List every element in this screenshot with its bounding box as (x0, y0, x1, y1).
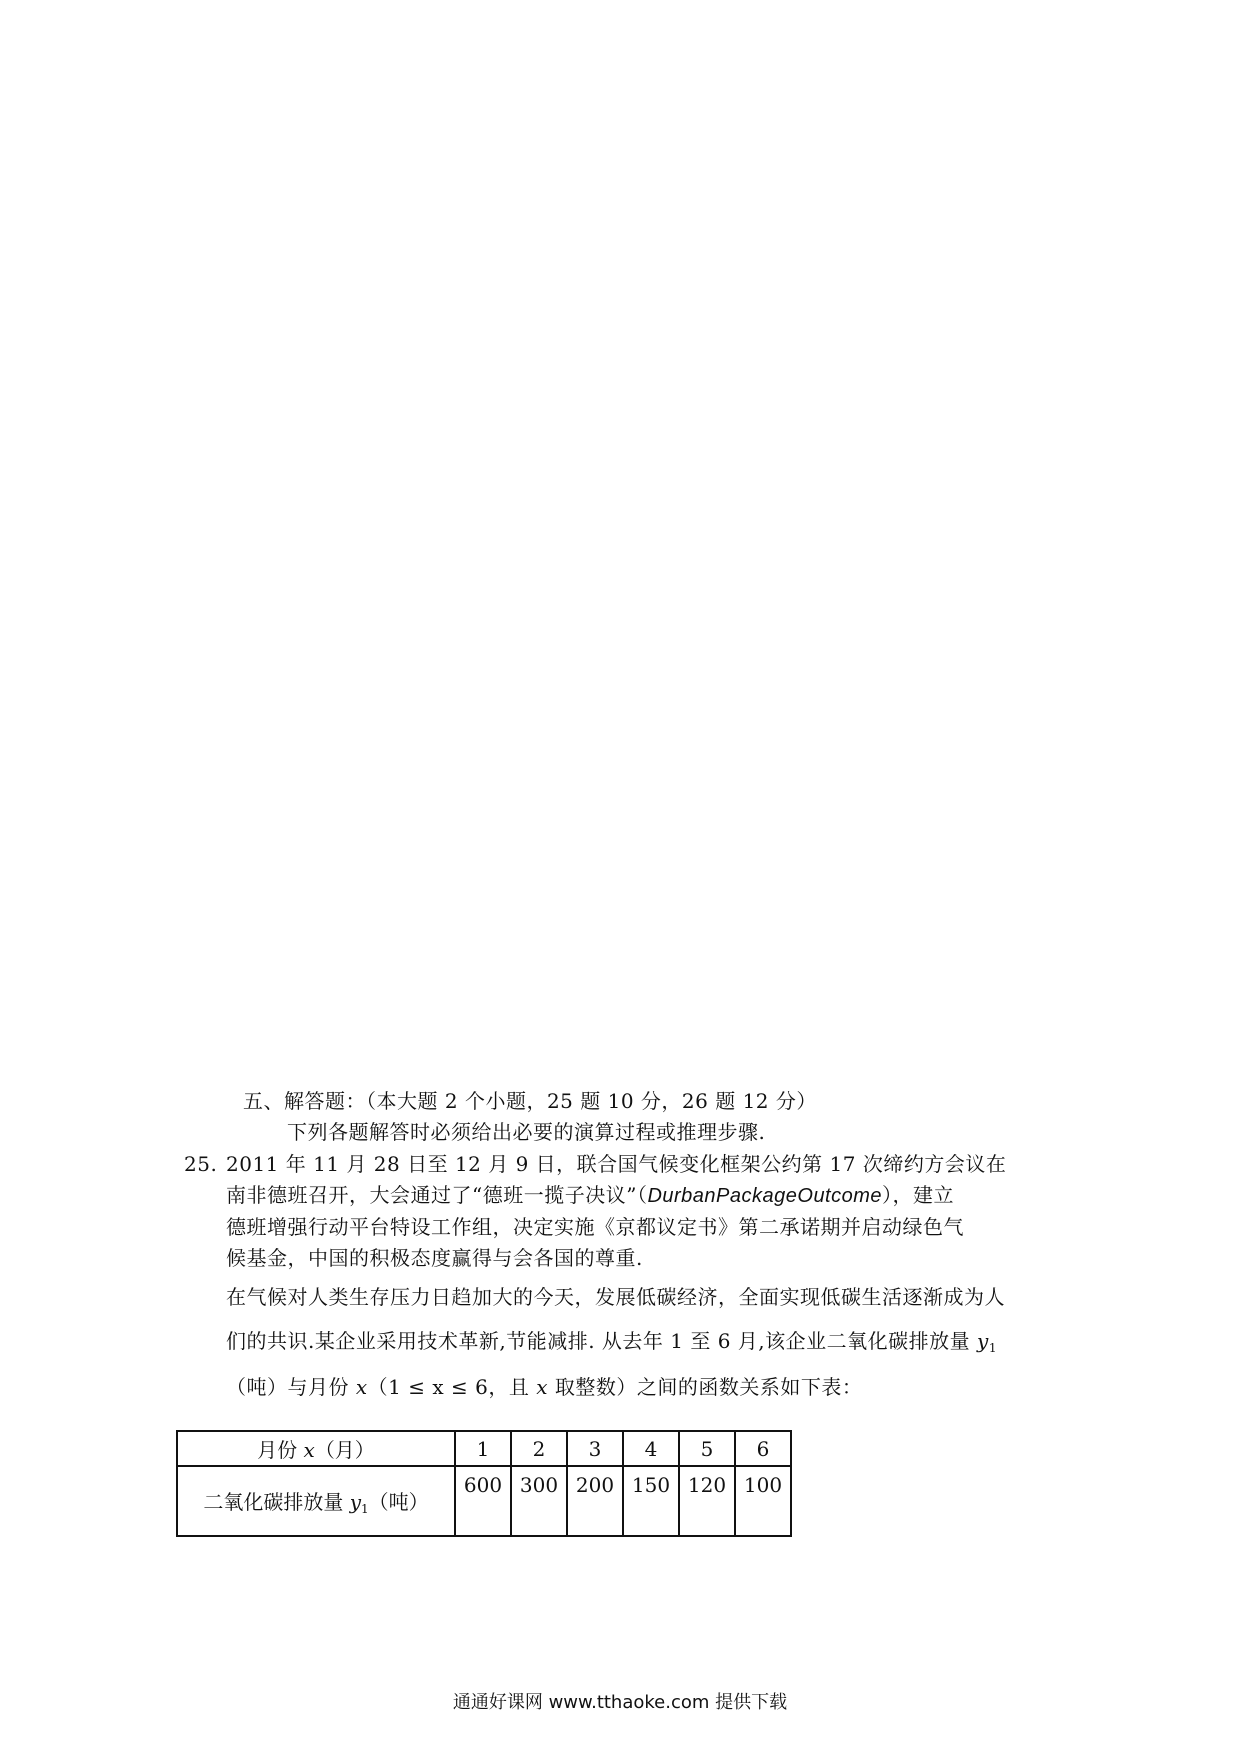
problem-line-7-text-b: （ (367, 1375, 389, 1399)
problem-line-5: 在气候对人类生存压力日趋加大的今天，发展低碳经济，全面实现低碳生活逐渐成为人 (226, 1285, 1005, 1309)
month-header-unit: （月） (314, 1438, 375, 1462)
problem-number: 25. (184, 1152, 218, 1176)
emission-header-text: 二氧化碳排放量 (203, 1490, 350, 1514)
emission-header-cell (177, 1466, 455, 1536)
problem-line-3: 德班增强行动平台特设工作组，决定实施《京都议定书》第二承诺期并启动绿色气 (226, 1215, 964, 1239)
month-header-var: x (303, 1438, 315, 1462)
problem-line-1: 2011 年 11 月 28 日至 12 月 9 日，联合国气候变化框架公约第 17 次缔约方会议在 (226, 1152, 1007, 1176)
month-cell: 5 (679, 1431, 735, 1466)
emission-cell: 150 (623, 1466, 679, 1536)
emission-header-unit: （吨） (368, 1490, 429, 1514)
problem-line-2-text-a: 南非德班召开，大会通过了“德班一揽子决议”（ (226, 1183, 648, 1207)
month-cell: 4 (623, 1431, 679, 1466)
emission-cell: 120 (679, 1466, 735, 1536)
variable-x-2: x (536, 1375, 548, 1399)
emission-cell: 300 (511, 1466, 567, 1536)
problem-line-7-text-d: 取整数）之间的函数关系如下表： (547, 1375, 863, 1399)
problem-line-6-text: 们的共识.某企业采用技术革新,节能减排. 从去年 1 至 6 月,该企业二氧化碳排放量 (226, 1329, 978, 1353)
emission-cell: 100 (735, 1466, 791, 1536)
problem-line-4: 候基金，中国的积极态度赢得与会各国的尊重. (226, 1246, 643, 1270)
variable-x: x (355, 1375, 368, 1399)
month-header-text: 月份 (257, 1438, 304, 1462)
month-cell: 2 (511, 1431, 567, 1466)
table-header-row (177, 1431, 791, 1466)
variable-y: y (977, 1329, 989, 1353)
emission-cell: 600 (455, 1466, 511, 1536)
section-heading: 五、解答题：（本大题 2 个小题，25 题 10 分，26 题 12 分） (243, 1089, 817, 1113)
problem-line-2 (226, 1180, 954, 1211)
month-header-cell (177, 1431, 455, 1466)
durban-package-outcome: DurbanPackageOutcome (647, 1185, 883, 1207)
emission-header-sub: 1 (361, 1502, 369, 1516)
inequality: 1 ≤ x ≤ 6 (388, 1375, 489, 1399)
table-value-row (177, 1466, 791, 1536)
section-instruction: 下列各题解答时必须给出必要的演算过程或推理步骤. (287, 1120, 766, 1144)
month-cell: 6 (735, 1431, 791, 1466)
problem-line-2-text-b: ），建立 (882, 1183, 955, 1207)
problem-line-7-text-c: ，且 (488, 1375, 537, 1399)
month-cell: 3 (567, 1431, 623, 1466)
emission-header-var: y (349, 1490, 362, 1514)
problem-line-6 (226, 1326, 997, 1363)
emission-table (176, 1430, 792, 1537)
problem-line-7 (226, 1372, 862, 1402)
problem-line-7-text-a: （吨）与月份 (226, 1375, 356, 1399)
month-cell: 1 (455, 1431, 511, 1466)
variable-y-subscript: 1 (988, 1341, 997, 1355)
footer-credit: 通通好课网 www.tthaoke.com 提供下载 (452, 1692, 788, 1713)
emission-cell: 200 (567, 1466, 623, 1536)
